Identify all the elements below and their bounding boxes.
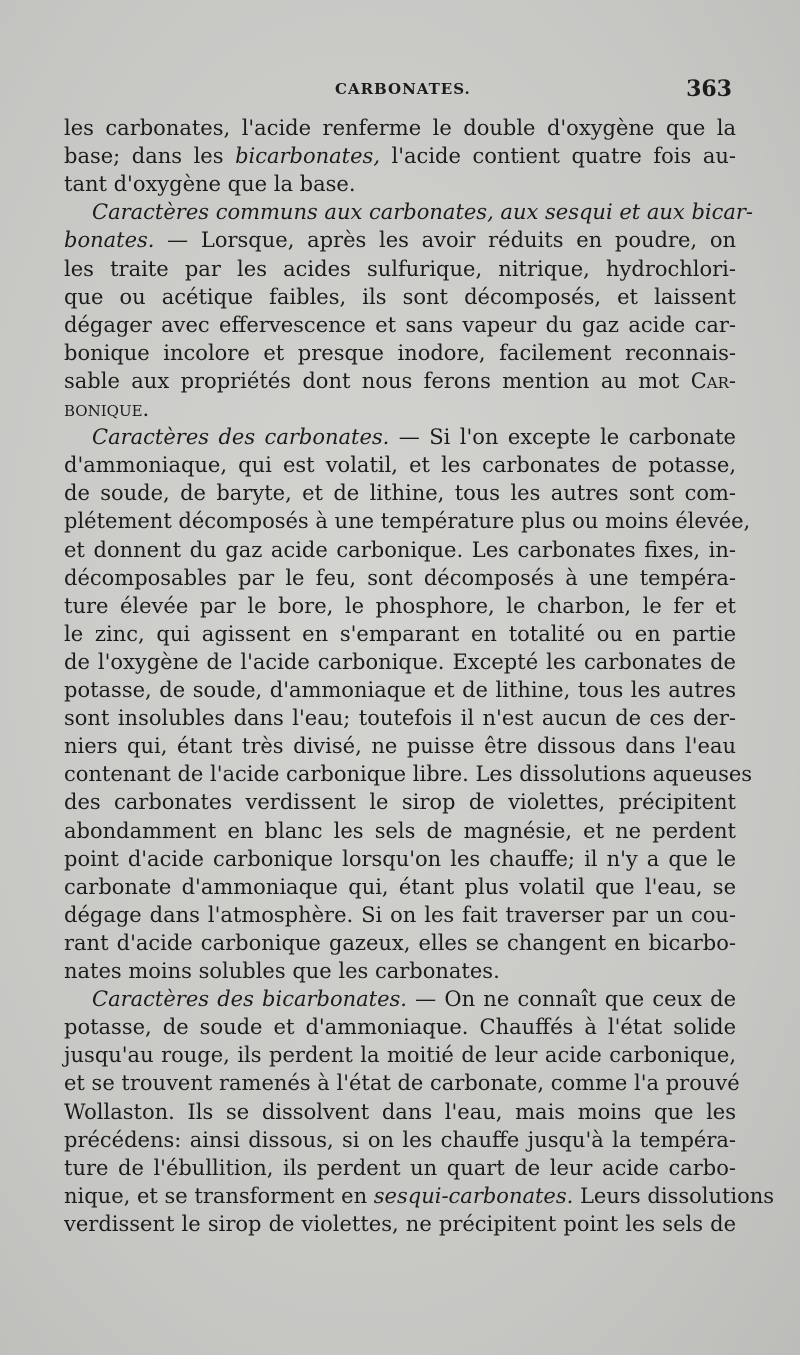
text-line xyxy=(64,704,736,732)
text-line xyxy=(64,788,736,816)
text-line xyxy=(64,760,753,788)
text-line xyxy=(64,957,736,985)
italic-text: bonates. xyxy=(64,228,155,253)
text-line xyxy=(64,170,736,198)
text-line xyxy=(92,985,736,1013)
italic-text: bicarbonates, xyxy=(235,144,380,169)
italic-text: Caractères des carbonates. xyxy=(92,425,390,450)
text-line xyxy=(64,1041,736,1069)
text-run: les traite par les acides sulfurique, nitrique, hydrochlori- xyxy=(64,256,736,281)
text-line xyxy=(64,564,736,592)
text-line xyxy=(64,479,736,507)
text-line xyxy=(64,845,736,873)
text-run: l'acide contient quatre fois au- xyxy=(380,144,736,169)
text-line xyxy=(64,311,736,339)
text-line xyxy=(64,1182,775,1210)
text-run: les carbonates, l'acide renferme le double d'oxygène que la xyxy=(64,116,736,140)
text-line xyxy=(64,676,736,704)
text-run: d'ammoniaque, qui est volatil, et les carbonates de potasse, xyxy=(64,453,736,478)
text-run: carbonate d'ammoniaque qui, étant plus volatil que l'eau, se xyxy=(64,874,736,899)
text-run: jusqu'au rouge, ils perdent la moitié de leur acide carbonique, xyxy=(64,1043,736,1068)
italic-text: Caractères communs aux carbonates, aux sesqui et aux bicar- xyxy=(92,200,754,225)
text-line xyxy=(64,732,736,760)
text-line xyxy=(64,507,751,535)
text-line xyxy=(64,536,736,564)
text-run: dégager avec effervescence et sans vapeur du gaz acide car- xyxy=(64,312,736,337)
text-run: bonique incolore et presque inodore, facilement reconnais- xyxy=(64,340,736,365)
text-run: — Lorsque, après les avoir réduits en poudre, on xyxy=(154,228,736,253)
text-line xyxy=(64,1069,740,1097)
text-run: et se trouvent ramenés à l'état de carbonate, comme l'a prouvé xyxy=(64,1071,740,1096)
text-run: Leurs dissolutions xyxy=(573,1183,775,1208)
text-run: verdissent le sirop de violettes, ne précipitent point les sels de xyxy=(64,1211,736,1236)
text-line xyxy=(64,255,736,283)
text-run: potasse, de soude et d'ammoniaque. Chauffés à l'état solide xyxy=(64,1015,736,1040)
text-line xyxy=(64,901,736,929)
text-run: bonique. xyxy=(64,397,150,421)
text-run: de l'oxygène de l'acide carbonique. Excepté les carbonates de xyxy=(64,649,736,674)
text-line xyxy=(92,423,736,451)
text-line xyxy=(64,114,736,142)
text-line xyxy=(64,451,736,479)
text-line xyxy=(64,142,736,170)
text-line xyxy=(64,226,736,254)
text-run: sable aux propriétés dont nous ferons mention au mot xyxy=(64,368,691,393)
text-run: Wollaston. Ils se dissolvent dans l'eau, mais moins que les xyxy=(64,1099,736,1124)
text-run: décomposables par le feu, sont décomposés à une tempéra- xyxy=(64,565,736,590)
text-run: potasse, de soude, d'ammoniaque et de lithine, tous les autres xyxy=(64,678,736,702)
text-run: point d'acide carbonique lorsqu'on les chauffe; il n'y a que le xyxy=(64,846,736,871)
text-line xyxy=(64,1126,736,1154)
text-run: — Si l'on excepte le carbonate xyxy=(389,425,736,450)
text-run: contenant de l'acide carbonique libre. Les dissolutions aqueuses xyxy=(64,762,753,787)
text-run: — On ne connaît que ceux de xyxy=(406,987,736,1012)
text-line xyxy=(64,1013,736,1041)
text-line xyxy=(64,592,736,620)
text-line xyxy=(64,620,736,648)
text-run: des carbonates verdissent le sirop de violettes, précipitent xyxy=(64,790,736,815)
running-head: CARBONATES. xyxy=(335,80,471,98)
text-run: et donnent du gaz acide carbonique. Les carbonates fixes, in- xyxy=(64,537,736,562)
text-run: abondamment en blanc les sels de magnésie, et ne perdent xyxy=(64,818,736,843)
text-run: tant d'oxygène que la base. xyxy=(64,172,356,197)
text-line xyxy=(64,817,736,845)
text-line xyxy=(64,1210,736,1238)
italic-text: sesqui-carbonates. xyxy=(373,1183,574,1208)
text-line xyxy=(64,283,736,311)
page-number: 363 xyxy=(686,76,732,102)
text-line xyxy=(64,873,736,901)
text-run: nique, et se transforment en xyxy=(64,1183,374,1208)
italic-text: Caractères des bicarbonates. xyxy=(92,987,407,1012)
text-line xyxy=(92,198,754,226)
text-line xyxy=(64,339,736,367)
text-line xyxy=(64,395,736,423)
text-line xyxy=(64,929,736,957)
text-line xyxy=(64,648,736,676)
text-run: précédens: ainsi dissous, si on les chauffe jusqu'à la tempéra- xyxy=(64,1127,736,1152)
text-line xyxy=(64,1098,736,1126)
text-line xyxy=(64,1154,736,1182)
text-run: plétement décomposés à une température plus ou moins élevée, xyxy=(64,509,751,534)
text-run: ture de l'ébullition, ils perdent un quart de leur acide carbo- xyxy=(64,1155,736,1180)
text-run: que ou acétique faibles, ils sont décomposés, et laissent xyxy=(64,284,736,309)
text-run: nates moins solubles que les carbonates. xyxy=(64,959,500,983)
text-run: rant d'acide carbonique gazeux, elles se changent en bicarbo- xyxy=(64,930,736,955)
text-run: le zinc, qui agissent en s'emparant en totalité ou en partie xyxy=(64,621,736,646)
text-run: sont insolubles dans l'eau; toutefois il n'est aucun de ces der- xyxy=(64,706,736,731)
text-run: ture élevée par le bore, le phosphore, le charbon, le fer et xyxy=(64,593,736,618)
text-run: dégage dans l'atmosphère. Si on les fait traverser par un cou- xyxy=(64,902,736,927)
text-line xyxy=(64,367,736,395)
text-run: niers qui, étant très divisé, ne puisse être dissous dans l'eau xyxy=(64,734,736,759)
text-run: base; dans les xyxy=(64,144,236,169)
text-run: Car- xyxy=(690,368,736,393)
text-run: de soude, de baryte, et de lithine, tous les autres sont com- xyxy=(64,481,736,506)
